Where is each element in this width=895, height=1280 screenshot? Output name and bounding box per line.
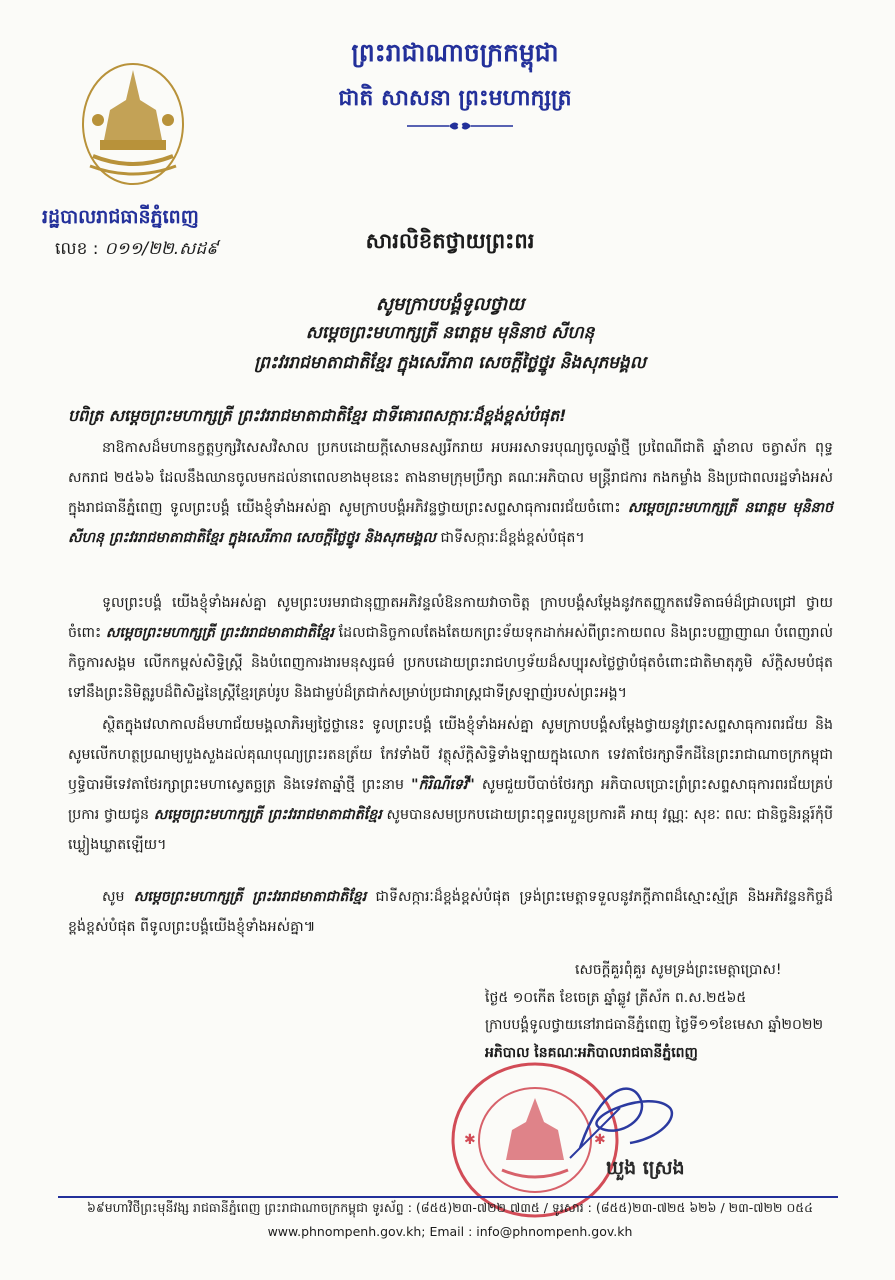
footer-address: ៦៩មហាវិថីព្រះមុនីវង្ស រាជធានីភ្នំពេញ ព្រះរាជាណាចក្រកម្ពុជា ទូរស័ព្ទ : (៨៥៥)២៣-៧២២ ៧៣៥ / ទូរសារ : (៨៥៥)២៣-៧២៥ ៦២៦ / ២៣-៧២២ ០៥៤ — [87, 1200, 813, 1215]
reference-value: ០១១/២២.សដ៩ — [104, 239, 219, 259]
date-solar: ក្រាបបង្គំទូលថ្វាយនៅរាជធានីភ្នំពេញ ថ្ងៃទី១១ខែមេសា ឆ្នាំ២០២២ — [485, 1017, 824, 1033]
footer-divider — [58, 1196, 838, 1198]
ornament-divider-icon — [405, 118, 515, 134]
phnom-penh-seal-icon — [78, 60, 188, 188]
issuer-name: រដ្ឋបាលរាជធានីភ្នំពេញ — [42, 206, 199, 228]
paragraph-3: ស្ថិតក្នុងវេលាកាលដ៏មហាជ័យមង្គលាភិរម្យថ្លៃថ្លានេះ ទូលព្រះបង្គំ យើងខ្ញុំទាំងអស់គ្នា សូមក្រាបបង្គំសម្តែងថ្វាយនូវព្រះសព្ទសាធុការពរជ័យ និងសូមលើកហត្ថប្រណម្យបួងសួងដល់គុណបុណ្យព្រះរតនត្រ័យ កែវទាំងបី វត្ថុស័ក្តិសិទ្ធិទាំងឡាយក្នុងលោក ទេវតាថែរក្សាទឹកដីនៃព្រះរាជាណាចក្រកម្ពុជា ឫទ្ធិបារមីទេវតាថែរក្សាព្រះមហាស្វេតច្ឆត្រ និងទេវតាឆ្នាំថ្មី ព្រះនាម "កិរិណីទេវី" សូមជួយបីបាច់ថែរក្សា អភិបាលប្រោះព្រំព្រះសព្ទសាធុការពរជ័យគ្រប់ប្រការ ថ្វាយជូន សម្តេចព្រះមហាក្សត្រី ព្រះវររាជមាតាជាតិខ្មែរ សូមបានសមប្រកបដោយព្រះពុទ្ធពរបួនប្រការគឺ អាយុ វណ្ណៈ សុខៈ ពលៈ ជានិច្ចនិរន្តរ៍កុំបីឃ្លៀងឃ្លាតឡើយ។ — [68, 717, 833, 853]
address-line-2: សម្តេចព្រះមហាក្សត្រី នរោត្តម មុនិនាថ សីហនុ — [305, 323, 595, 343]
salutation: បពិត្រ សម្តេចព្រះមហាក្សត្រី ព្រះវររាជមាតាជាតិខ្មែរ ជាទីគោរពសក្ការៈដ៏ខ្ពង់ខ្ពស់បំផុត! — [68, 406, 567, 425]
svg-text:✱: ✱ — [594, 1132, 606, 1148]
footer-web[interactable]: www.phnompenh.gov.kh; Email : info@phnompenh.gov.kh — [267, 1224, 633, 1239]
address-line-3: ព្រះវររាជមាតាជាតិខ្មែរ ក្នុងសេរីភាព សេចក្តីថ្លៃថ្នូរ និងសុភមង្គល — [254, 353, 646, 373]
reference-label: លេខ : — [55, 239, 99, 259]
closing-line: សេចក្តីគួរពុំគួរ សូមទ្រង់ព្រះមេត្តាប្រោស! — [575, 962, 782, 978]
national-motto: ជាតិ សាសនា ព្រះមហាក្សត្រ — [338, 86, 572, 111]
document-title: សារលិខិតថ្វាយព្រះពរ — [365, 229, 535, 253]
signer-title: អភិបាល នៃគណៈអភិបាលរាជធានីភ្នំពេញ — [485, 1045, 698, 1061]
signer-name: ឃួង ស្រេង — [606, 1157, 685, 1179]
paragraph-1: នាឱកាសដ៏មហានក្ខត្តឫក្សវិសេសវិសាល ប្រកបដោយក្តីសោមនស្សរីករាយ អបអរសាទរបុណ្យចូលឆ្នាំថ្មី ប្រពៃណីជាតិ ឆ្នាំខាល ចត្វាស័ក ពុទ្ធសករាជ ២៥៦៦ ដែលនឹងឈានចូលមកដល់នាពេលខាងមុខនេះ តាងនាមក្រុមប្រឹក្សា គណៈអភិបាល មន្ត្រីរាជការ កងកម្លាំង និងប្រជាពលរដ្ឋទាំងអស់ក្នុងរាជធានីភ្នំពេញ ទូលព្រះបង្គំ យើងខ្ញុំទាំងអស់គ្នា សូមក្រាបបង្គំអភិវន្ទថ្វាយព្រះសព្ទសាធុការពរជ័យចំពោះ សម្តេចព្រះមហាក្សត្រី នរោត្តម មុនិនាថ សីហនុ ព្រះវររាជមាតាជាតិខ្មែរ ក្នុងសេរីភាព សេចក្តីថ្លៃថ្នូរ និងសុភមង្គល ជាទីសក្ការៈដ៏ខ្ពង់ខ្ពស់បំផុត។ — [68, 440, 833, 546]
signature-icon — [560, 1068, 690, 1168]
reference-number — [55, 238, 218, 263]
date-lunar: ថ្ងៃ៥ ១០កើត ខែចេត្រ ឆ្នាំឆ្លូវ ត្រីស័ក ព.ស.២៥៦៥ — [485, 990, 747, 1006]
paragraph-4: សូម សម្តេចព្រះមហាក្សត្រី ព្រះវររាជមាតាជាតិខ្មែរ ជាទីសក្ការៈដ៏ខ្ពង់ខ្ពស់បំផុត ទ្រង់ព្រះមេត្តាទទួលនូវភក្តីភាពដ៏ស្មោះស្ម័គ្រ និងអភិវន្ទនកិច្ចដ៏ខ្ពង់ខ្ពស់បំផុត ពីទូលព្រះបង្គំយើងខ្ញុំទាំងអស់គ្នា៕ — [68, 889, 834, 935]
address-line-1: សូមក្រាបបង្គំទូលថ្វាយ — [375, 294, 525, 315]
kingdom-title: ព្រះរាជាណាចក្រកម្ពុជា — [351, 38, 559, 67]
paragraph-2: ទូលព្រះបង្គំ យើងខ្ញុំទាំងអស់គ្នា សូមព្រះបរមរាជានុញ្ញាតអភិវន្ទលំឱនកាយវាចាចិត្ត ក្រាបបង្គំសម្តែងនូវកតញ្ញូកតវេទិតាធម៌ដ៏ជ្រាលជ្រៅ ថ្វាយចំពោះ សម្តេចព្រះមហាក្សត្រី ព្រះវររាជមាតាជាតិខ្មែរ ដែលជានិច្ចកាលតែងតែយកព្រះទ័យទុកដាក់អស់ពីព្រះកាយពល និងព្រះបញ្ញាញាណ បំពេញរាល់កិច្ចការសង្គម លើកកម្ពស់សិទ្ធិស្ត្រី និងបំពេញការងារមនុស្សធម៌ ប្រកបដោយព្រះរាជហឫទ័យដ៏សប្បុរសថ្លៃថ្លាបំផុតចំពោះជាតិមាតុភូមិ ស័ក្តិសមបំផុតទៅនឹងព្រះនិមិត្តរូបដ៏ពិសិដ្ឋនៃស្ត្រីខ្មែរគ្រប់រូប និងជាម្លប់ដ៏ត្រជាក់សម្រាប់ប្រជារាស្ត្រជាទីស្រឡាញ់របស់ព្រះអង្គ។ — [68, 595, 833, 701]
svg-text:✱: ✱ — [464, 1132, 476, 1148]
